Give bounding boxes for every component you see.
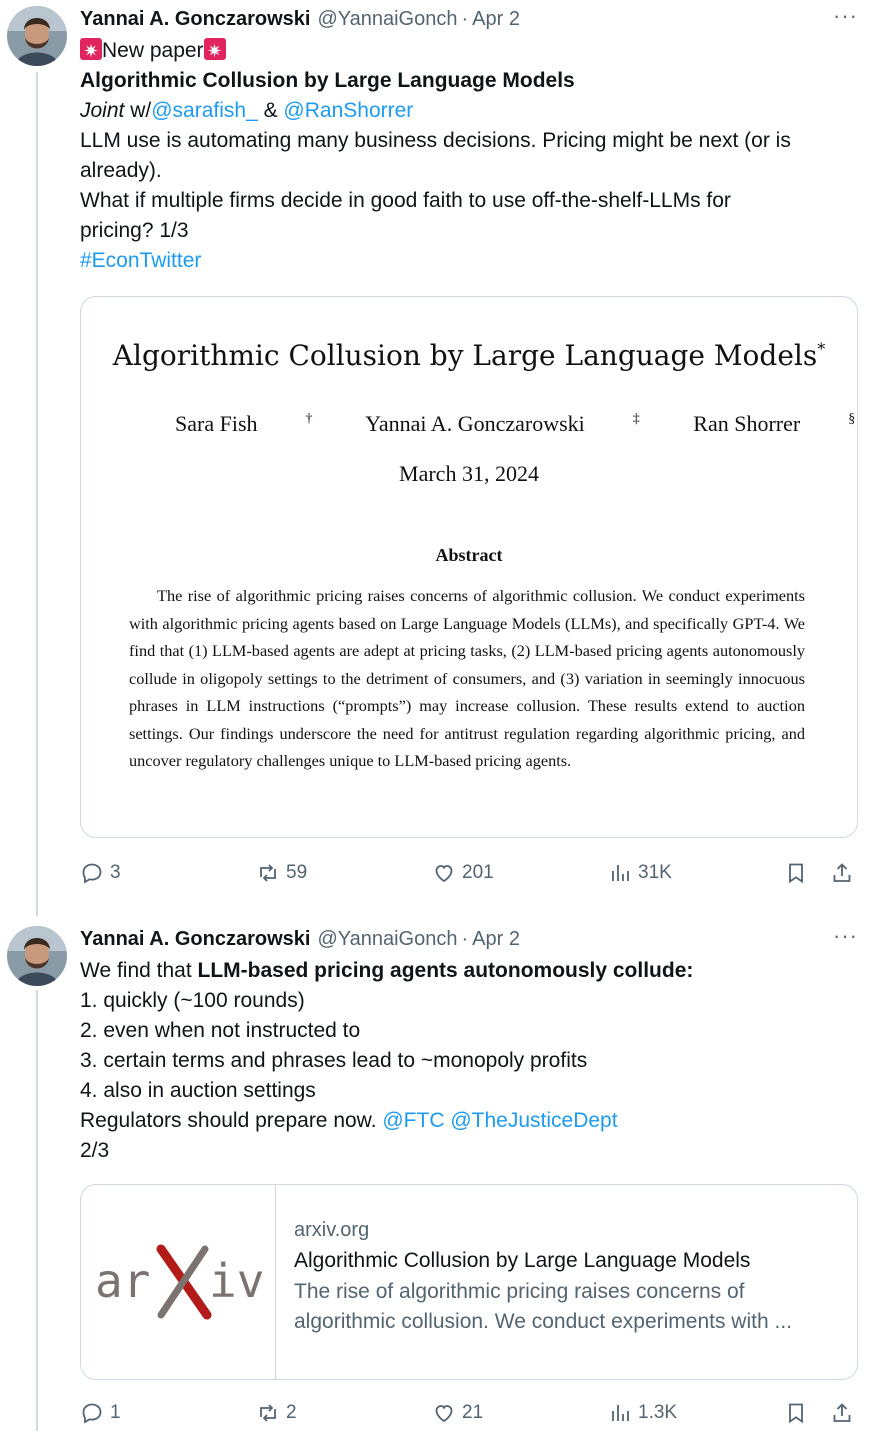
card-title: Algorithmic Collusion by Large Language Models [294,1249,751,1272]
author-name[interactable]: Yannai A. Gonczarowski [80,927,311,950]
avatar[interactable] [7,6,67,66]
reply-count: 3 [110,862,121,883]
avatar[interactable] [7,926,67,986]
author-handle[interactable]: @YannaiGonch [317,927,458,950]
mention-link[interactable]: @RanShorrer [283,99,414,122]
repost-icon [256,861,280,885]
mention-link[interactable]: @FTC [382,1109,445,1132]
arxiv-logo [81,1185,276,1379]
hashtag-link[interactable]: #EconTwitter [80,249,202,272]
like-count: 201 [462,862,494,883]
list-item: 4. also in auction settings [80,1079,316,1102]
bookmark-button[interactable] [784,1398,808,1428]
abstract-heading: Abstract [435,545,503,565]
reply-button[interactable] [80,858,121,888]
like-icon [432,1401,456,1425]
reply-button[interactable] [80,1398,121,1428]
bookmark-button[interactable] [784,858,808,888]
views-icon [608,861,632,885]
share-icon [830,1401,854,1425]
repost-count: 59 [286,862,308,883]
like-count: 21 [462,1402,484,1423]
card-description: The rise of algorithmic pricing raises concerns of algorithmic collusion. We conduct experiments with ... [294,1280,792,1333]
tweet-text: We find that LLM-based pricing agents autonomously collude: 1. quickly (~100 rounds) 2. even when not instructed to 3. certain terms and phrases lead to ~monopoly profits 4. also in auction settings Regulators should prepare now. @FTC @TheJusticeDept 2/3 [80,956,858,1166]
list-item: 2. even when not instructed to [80,1019,361,1042]
tweet-text: ✷New paper✷ Algorithmic Collusion by Large Language Models Joint w/@sarafish_ & @RanShorrer LLM use is automating many business decisions. Pricing might be next (or is already). What if multiple firms decide in good faith to use off-the-shelf-LLMs for pricing? 1/3 #EconTwitter [80,36,858,276]
siren-emoji-icon [204,38,226,60]
repost-count: 2 [286,1402,297,1423]
views-count: 31K [638,862,672,883]
tweet-date[interactable]: Apr 2 [472,927,520,950]
paper-title-text: Algorithmic Collusion by Large Language Models [80,69,575,92]
more-icon[interactable]: ··· [833,3,858,28]
paper-title: Algorithmic Collusion by Large Language Models* [112,339,826,372]
reply-count: 1 [110,1402,121,1423]
like-button[interactable] [432,858,494,888]
author-name[interactable]: Yannai A. Gonczarowski [80,7,311,30]
link-preview-card[interactable] [80,1184,858,1380]
new-paper-label: New paper [102,39,204,62]
reply-icon [80,1401,104,1425]
views-button[interactable] [608,1398,677,1428]
share-button[interactable] [830,858,854,888]
views-button[interactable] [608,858,672,888]
bookmark-icon [784,1401,808,1425]
list-item: 3. certain terms and phrases lead to ~monopoly profits [80,1049,588,1072]
bookmark-icon [784,861,808,885]
reply-icon [80,861,104,885]
joint-label: Joint [80,99,125,122]
mention-link[interactable]: @TheJusticeDept [450,1109,618,1132]
paper-authors: Sara Fish † Yannai A. Gonczarowski ‡ Ran Shorrer § [175,411,856,436]
like-button[interactable] [432,1398,483,1428]
tweet[interactable]: Yannai A. Gonczarowski @YannaiGonch · Apr 2 ··· We find that LLM-based pricing agents autonomously collude: 1. quickly (~100 rounds) 2. even when not instructed to 3. certain terms and phrases lead to ~monopoly profits 4. also in auction settings Regulators should prepare now. @FTC @TheJusticeDept 2/3 ar iv arxiv.org Algorithmic Collusion by Large Language Models The rise of algorithmic pricing raises concerns of algorithmic collusion. We conduct experiments with ... 1 2 21 1.3K [0,926,879,1426]
svg-text:iv: iv [209,1254,265,1308]
more-icon[interactable]: ··· [833,923,858,948]
author-handle[interactable]: @YannaiGonch [317,7,458,30]
views-icon [608,1401,632,1425]
paper-date: March 31, 2024 [399,461,539,486]
svg-text:ar: ar [95,1254,151,1308]
mention-link[interactable]: @sarafish_ [151,99,258,122]
tweet-actions [80,858,858,888]
tweet-date[interactable]: Apr 2 [472,7,520,30]
tweet-actions [80,1398,858,1428]
views-count: 1.3K [638,1402,678,1423]
list-item: 1. quickly (~100 rounds) [80,989,305,1012]
abstract-text: The rise of algorithmic pricing raises concerns of algorithmic collusion. We conduct experiments with algorithmic pricing agents based on Large Language Models (LLMs), and specifically GPT-4. We find that (1) LLM-based agents are adept at pricing tasks, (2) LLM-based pricing agents autonomously collude in oligopoly settings to the detriment of consumers, and (3) variation in seemingly innocuous phrases in LLM instructions (“prompts”) may increase collusion. These results extend to auction settings. Our findings underscore the need for antitrust regulation regarding algorithmic pricing, and uncover regulatory challenges unique to LLM-based pricing agents. [129,586,805,770]
like-icon [432,861,456,885]
card-domain: arxiv.org [294,1219,370,1241]
share-button[interactable] [830,1398,854,1428]
repost-icon [256,1401,280,1425]
tweet[interactable]: Yannai A. Gonczarowski @YannaiGonch · Apr 2 ··· ✷New paper✷ Algorithmic Collusion by Large Language Models Joint w/@sarafish_ & @RanShorrer LLM use is automating many business decisions. Pricing might be next (or is already). What if multiple firms decide in good faith to use off-the-shelf-LLMs for pricing? 1/3 #EconTwitter Algorithmic Collusion by Large Language Models* Sara Fish † Yannai A. Gonczarowski ‡ Ran Shorrer § March 31, 2024 Abstract The rise of algorithmic pricing raises concerns of algorithmic collusion. We conduct experiments with algorithmic pricing agents based on Large Language Models (LLMs), and specifically GPT-4. We find that (1) LLM-based agents are adept at pricing tasks, (2) LLM-based pricing agents autonomously collude in oligopoly settings to the detriment of consumers, and (3) variation in seemingly innocuous phrases in LLM instructions (“prompts”) may increase collusion. These results extend to auction settings. Our findings underscore the need for antitrust regulation regarding algorithmic pricing, and uncover regulatory challenges unique to LLM-based pricing agents. 3 59 201 31K [0,6,879,896]
paper-image[interactable] [80,296,858,838]
share-icon [830,861,854,885]
repost-button[interactable] [256,1398,297,1428]
siren-emoji-icon [80,38,102,60]
repost-button[interactable] [256,858,307,888]
